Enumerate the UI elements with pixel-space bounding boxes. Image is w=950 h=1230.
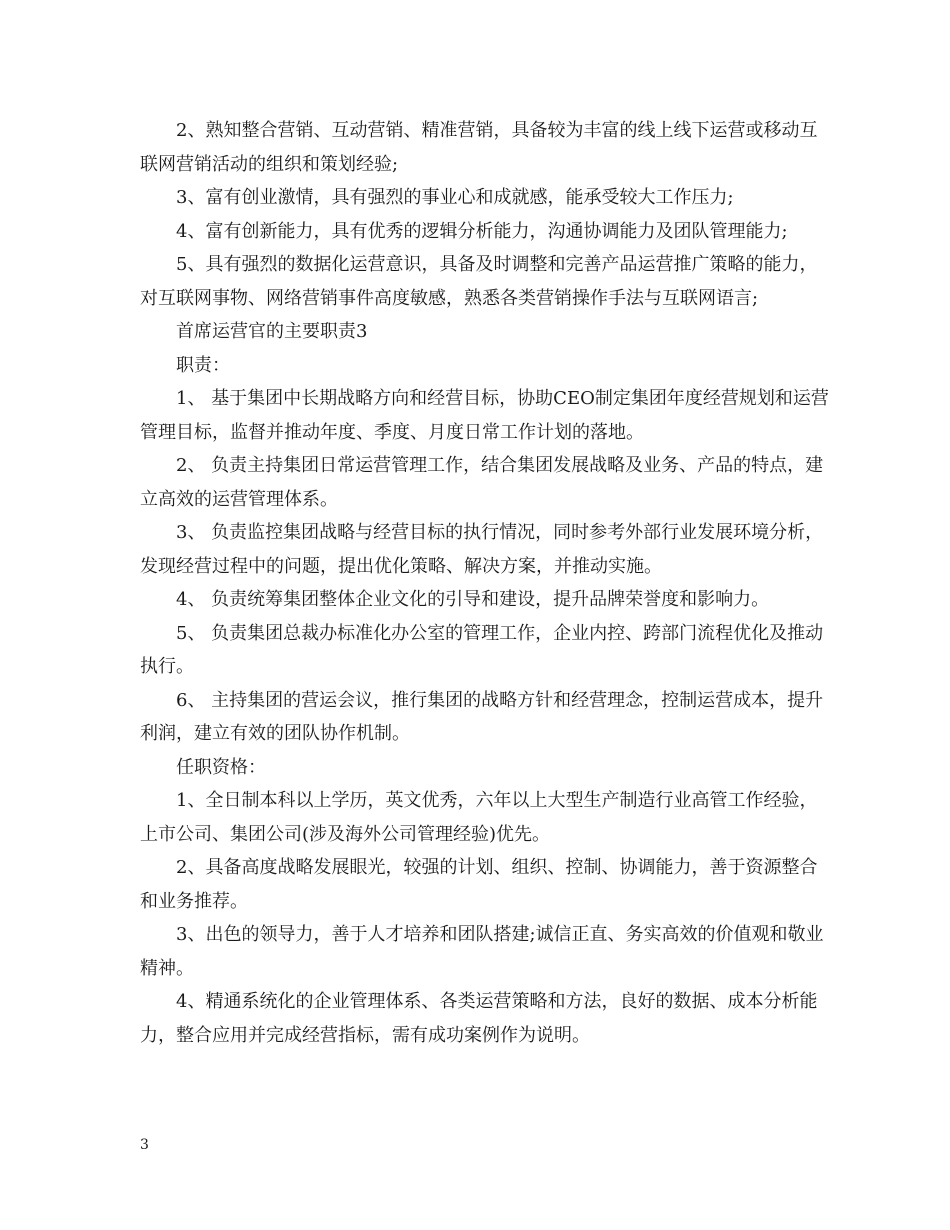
paragraph: 3、富有创业激情，具有强烈的事业心和成就感，能承受较大工作压力;: [176, 187, 734, 208]
paragraph: 1、全日制本科以上学历，英文优秀，六年以上大型生产制造行业高管工作经验，上市公司、集团公司(涉及海外公司管理经验)优先。: [140, 790, 818, 845]
section-label: 职责：: [176, 354, 230, 376]
page-number: 3: [140, 1137, 149, 1153]
section-heading: 首席运营官的主要职责3: [176, 321, 368, 342]
paragraph: 1、 基于集团中长期战略方向和经营目标，协助CEO制定集团年度经营规划和运营管理目标，监督并推动年度、季度、月度日常工作计划的落地。: [140, 388, 829, 443]
paragraph: 4、 负责统筹集团整体企业文化的引导和建设，提升品牌荣誉度和影响力。: [176, 589, 770, 610]
paragraph: 3、 负责监控集团战略与经营目标的执行情况，同时参考外部行业发展环境分析，发现经营过程中的问题，提出优化策略、解决方案，并推动实施。: [140, 522, 824, 577]
paragraph: 2、具备高度战略发展眼光，较强的计划、组织、控制、协调能力，善于资源整合和业务推荐。: [140, 857, 818, 912]
paragraph: 4、精通系统化的企业管理体系、各类运营策略和方法，良好的数据、成本分析能力，整合应用并完成经营指标，需有成功案例作为说明。: [140, 991, 818, 1046]
section-label: 任职资格：: [176, 756, 266, 778]
paragraph: 5、 负责集团总裁办标准化办公室的管理工作，企业内控、跨部门流程优化及推动执行。: [140, 622, 824, 677]
paragraph: 6、 主持集团的营运会议，推行集团的战略方针和经营理念，控制运营成本，提升利润，建立有效的团队协作机制。: [140, 689, 824, 744]
paragraph: 5、具有强烈的数据化运营意识，具备及时调整和完善产品运营推广策略的能力，对互联网事物、网络营销事件高度敏感，熟悉各类营销操作手法与互联网语言;: [140, 254, 818, 309]
document-body: [140, 114, 830, 1052]
paragraph: 3、出色的领导力，善于人才培养和团队搭建;诚信正直、务实高效的价值观和敬业精神。: [140, 924, 824, 979]
paragraph: 2、 负责主持集团日常运营管理工作，结合集团发展战略及业务、产品的特点，建立高效的运营管理体系。: [140, 455, 824, 510]
paragraph: 2、熟知整合营销、互动营销、精准营销，具备较为丰富的线上线下运营或移动互联网营销活动的组织和策划经验;: [140, 120, 818, 175]
paragraph: 4、富有创新能力，具有优秀的逻辑分析能力，沟通协调能力及团队管理能力;: [176, 220, 788, 242]
